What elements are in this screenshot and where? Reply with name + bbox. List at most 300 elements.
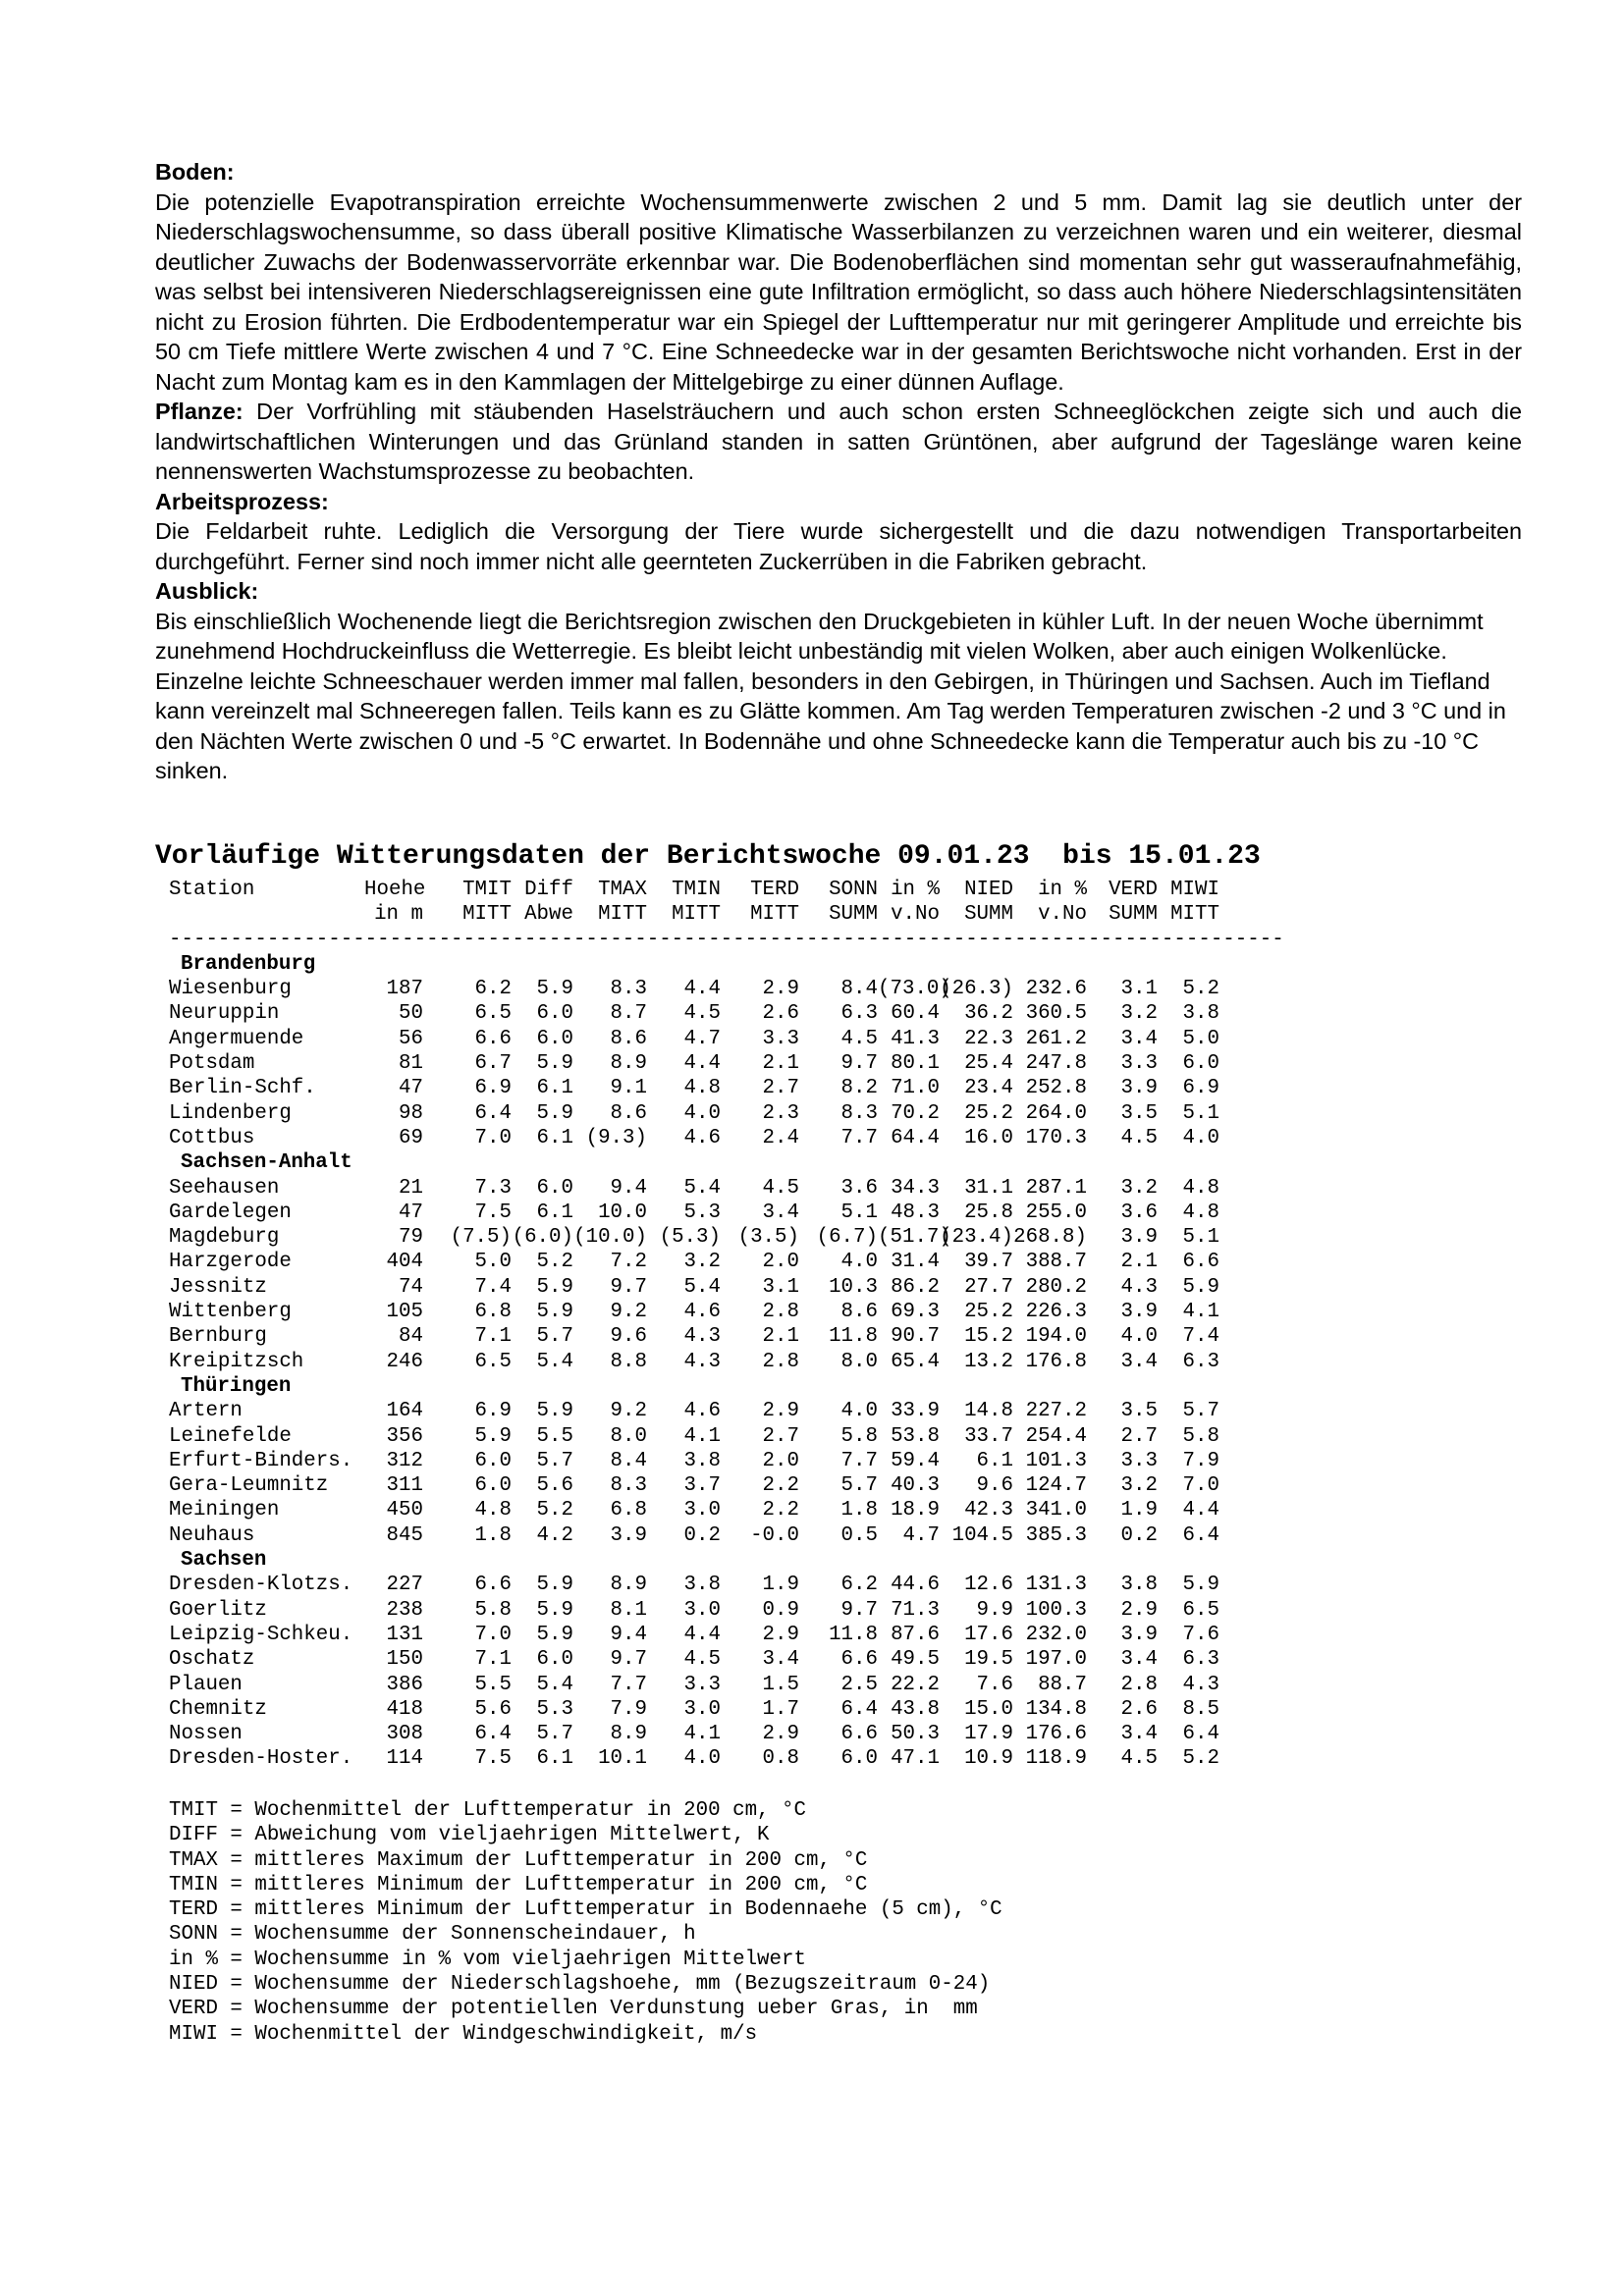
cell-nied: 25.2 bbox=[964, 1301, 1013, 1324]
cell-sonn: (6.7) bbox=[816, 1226, 878, 1250]
cell-verd: 2.7 bbox=[1120, 1424, 1158, 1448]
cell-sonn: 7.7 bbox=[840, 1126, 878, 1149]
cell-elevation: 84 bbox=[399, 1325, 423, 1349]
cell-verd: 1.9 bbox=[1120, 1499, 1158, 1522]
cell-tmax: 8.8 bbox=[610, 1350, 647, 1373]
cell-miwi: 3.8 bbox=[1182, 1002, 1219, 1026]
cell-miwi: 7.6 bbox=[1182, 1623, 1219, 1646]
cell-tmax: 3.9 bbox=[610, 1523, 647, 1547]
cell-tmin: 3.8 bbox=[683, 1449, 721, 1472]
cell-tmax: 9.1 bbox=[610, 1077, 647, 1100]
section-text-arbeitsprozess: Die Feldarbeit ruhte. Lediglich die Versorgung der Tiere wurde sichergestellt und die dazu notwendigen Transportarbeiten durchgeführt. Ferner sind noch immer nicht alle geernteten Zuckerrüben in die Fabriken gebracht. bbox=[155, 518, 1522, 574]
cell-tmax: 7.9 bbox=[610, 1697, 647, 1721]
table-row bbox=[169, 1573, 1284, 1597]
cell-tmit: 6.5 bbox=[474, 1002, 512, 1026]
cell-tmax: 8.6 bbox=[610, 1027, 647, 1050]
cell-tmin: 4.6 bbox=[683, 1400, 721, 1423]
report-text bbox=[155, 157, 1522, 786]
cell-sonn-pct: 70.2 bbox=[891, 1101, 940, 1125]
cell-station: Seehausen bbox=[169, 1176, 280, 1200]
cell-sonn: 7.7 bbox=[840, 1449, 878, 1472]
cell-tmit: 6.8 bbox=[474, 1301, 512, 1324]
cell-sonn: 8.3 bbox=[840, 1101, 878, 1125]
cell-miwi: 4.8 bbox=[1182, 1201, 1219, 1224]
cell-nied: (26.3) bbox=[940, 978, 1013, 1001]
cell-tmit: 7.4 bbox=[474, 1275, 512, 1299]
cell-nied: 39.7 bbox=[964, 1251, 1013, 1274]
cell-tmin: 4.0 bbox=[683, 1747, 721, 1771]
cell-verd: 3.5 bbox=[1120, 1400, 1158, 1423]
cell-verd: 3.2 bbox=[1120, 1474, 1158, 1498]
cell-tmit: 7.1 bbox=[474, 1325, 512, 1349]
cell-terd: 2.9 bbox=[762, 1723, 799, 1746]
cell-nied: 14.8 bbox=[964, 1400, 1013, 1423]
cell-tmit: 6.2 bbox=[474, 978, 512, 1001]
cell-elevation: Hoehe bbox=[364, 879, 426, 901]
cell-nied-pct: 194.0 bbox=[1025, 1325, 1087, 1349]
cell-tmit: 5.0 bbox=[474, 1251, 512, 1274]
cell-station bbox=[169, 902, 364, 927]
legend-line: NIED = Wochensumme der Niederschlagshoehe, mm (Bezugszeitraum 0-24) bbox=[169, 1973, 991, 1997]
cell-elevation: 105 bbox=[386, 1301, 423, 1324]
section-heading-boden: Boden: bbox=[155, 159, 235, 185]
table-group-heading: Brandenburg bbox=[181, 952, 316, 976]
cell-sonn: 2.5 bbox=[840, 1673, 878, 1696]
cell-diff: 6.1 bbox=[536, 1747, 573, 1771]
cell-sonn: SUMM bbox=[829, 903, 878, 927]
cell-elevation: 56 bbox=[399, 1027, 423, 1050]
cell-terd: 2.2 bbox=[762, 1499, 799, 1522]
cell-elevation: 238 bbox=[386, 1598, 423, 1622]
cell-tmax: 8.9 bbox=[610, 1574, 647, 1597]
table-row bbox=[169, 1598, 1284, 1623]
cell-nied-pct: 341.0 bbox=[1025, 1499, 1087, 1522]
table-group-heading: Sachsen-Anhalt bbox=[181, 1151, 352, 1175]
cell-sonn: 8.4 bbox=[840, 978, 878, 1001]
cell-sonn-pct: in % bbox=[891, 879, 940, 901]
cell-sonn-pct: 40.3 bbox=[891, 1474, 940, 1498]
cell-tmax: 9.4 bbox=[610, 1623, 647, 1646]
cell-sonn: 5.8 bbox=[840, 1424, 878, 1448]
cell-elevation: in m bbox=[374, 903, 423, 927]
cell-elevation: 187 bbox=[386, 978, 423, 1001]
cell-tmin: 4.0 bbox=[683, 1101, 721, 1125]
section-pflanze bbox=[155, 397, 1522, 487]
cell-terd: TERD bbox=[750, 879, 799, 901]
cell-tmax: 8.3 bbox=[610, 978, 647, 1001]
cell-tmit: 7.3 bbox=[474, 1176, 512, 1200]
cell-station: Neuhaus bbox=[169, 1523, 255, 1547]
cell-sonn: 5.7 bbox=[840, 1474, 878, 1498]
cell-verd: 2.9 bbox=[1120, 1598, 1158, 1622]
cell-tmax: 10.0 bbox=[598, 1201, 647, 1224]
cell-station: Harzgerode bbox=[169, 1251, 292, 1274]
cell-nied-pct: v.No bbox=[1038, 903, 1087, 927]
cell-sonn-pct: 41.3 bbox=[891, 1027, 940, 1050]
cell-elevation: 47 bbox=[399, 1077, 423, 1100]
legend-line: DIFF = Abweichung vom vieljaehrigen Mittelwert, K bbox=[169, 1824, 770, 1847]
cell-nied-pct: 252.8 bbox=[1025, 1077, 1087, 1100]
cell-tmin: 4.7 bbox=[683, 1027, 721, 1050]
table-row bbox=[169, 1350, 1284, 1374]
cell-diff: 5.3 bbox=[536, 1697, 573, 1721]
cell-diff: 6.1 bbox=[536, 1201, 573, 1224]
cell-verd: 3.3 bbox=[1120, 1449, 1158, 1472]
cell-sonn-pct: 69.3 bbox=[891, 1301, 940, 1324]
cell-verd: 4.0 bbox=[1120, 1325, 1158, 1349]
cell-nied: 25.8 bbox=[964, 1201, 1013, 1224]
cell-tmax: 8.9 bbox=[610, 1052, 647, 1076]
cell-tmax: 9.7 bbox=[610, 1275, 647, 1299]
cell-tmin: (5.3) bbox=[659, 1226, 721, 1250]
cell-elevation: 98 bbox=[399, 1101, 423, 1125]
cell-tmin: 3.0 bbox=[683, 1499, 721, 1522]
cell-tmin: 4.8 bbox=[683, 1077, 721, 1100]
cell-station: Chemnitz bbox=[169, 1697, 267, 1721]
cell-terd: 2.3 bbox=[762, 1101, 799, 1125]
cell-tmin: 4.5 bbox=[683, 1002, 721, 1026]
table-row bbox=[169, 1027, 1284, 1051]
cell-sonn: 4.0 bbox=[840, 1400, 878, 1423]
cell-diff: 6.1 bbox=[536, 1126, 573, 1149]
cell-diff: 5.6 bbox=[536, 1474, 573, 1498]
cell-terd: -0.0 bbox=[750, 1523, 799, 1547]
cell-nied: 15.2 bbox=[964, 1325, 1013, 1349]
cell-tmin: 3.0 bbox=[683, 1598, 721, 1622]
cell-miwi: 4.4 bbox=[1182, 1499, 1219, 1522]
cell-miwi: 5.7 bbox=[1182, 1400, 1219, 1423]
cell-verd: 2.1 bbox=[1120, 1251, 1158, 1274]
table-row bbox=[169, 1473, 1284, 1498]
weather-table-legend bbox=[169, 1798, 1002, 2047]
cell-diff: (6.0) bbox=[512, 1226, 573, 1250]
cell-verd: 3.5 bbox=[1120, 1101, 1158, 1125]
cell-tmax: 9.4 bbox=[610, 1176, 647, 1200]
cell-station: Bernburg bbox=[169, 1325, 267, 1349]
cell-verd: 2.6 bbox=[1120, 1697, 1158, 1721]
cell-elevation: 81 bbox=[399, 1052, 423, 1076]
cell-nied: 16.0 bbox=[964, 1126, 1013, 1149]
cell-tmax: 9.7 bbox=[610, 1648, 647, 1672]
cell-miwi: 5.1 bbox=[1182, 1101, 1219, 1125]
table-row bbox=[169, 1051, 1284, 1076]
cell-nied-pct: 176.6 bbox=[1025, 1723, 1087, 1746]
cell-terd: 1.5 bbox=[762, 1673, 799, 1696]
cell-elevation: 356 bbox=[386, 1424, 423, 1448]
cell-tmit: 5.9 bbox=[474, 1424, 512, 1448]
cell-sonn: 9.7 bbox=[840, 1598, 878, 1622]
cell-verd: 3.9 bbox=[1120, 1301, 1158, 1324]
cell-diff: 6.1 bbox=[536, 1077, 573, 1100]
cell-nied-pct: 176.8 bbox=[1025, 1350, 1087, 1373]
cell-nied: 31.1 bbox=[964, 1176, 1013, 1200]
cell-elevation: 227 bbox=[386, 1574, 423, 1597]
cell-terd: 3.1 bbox=[762, 1275, 799, 1299]
cell-tmit: 6.9 bbox=[474, 1400, 512, 1423]
cell-tmit: 6.0 bbox=[474, 1474, 512, 1498]
cell-tmit: 6.4 bbox=[474, 1723, 512, 1746]
cell-nied-pct: 118.9 bbox=[1025, 1747, 1087, 1771]
cell-sonn-pct: 53.8 bbox=[891, 1424, 940, 1448]
table-row bbox=[169, 1673, 1284, 1697]
table-row bbox=[169, 1697, 1284, 1722]
cell-tmax: 8.9 bbox=[610, 1723, 647, 1746]
cell-station: Dresden-Klotzs. bbox=[169, 1574, 353, 1597]
table-row bbox=[169, 977, 1284, 1001]
cell-diff: 5.9 bbox=[536, 1400, 573, 1423]
cell-sonn: 11.8 bbox=[829, 1325, 878, 1349]
cell-tmit: 6.5 bbox=[474, 1350, 512, 1373]
cell-sonn-pct: 60.4 bbox=[891, 1002, 940, 1026]
cell-nied-pct: 385.3 bbox=[1025, 1523, 1087, 1547]
cell-sonn-pct: 48.3 bbox=[891, 1201, 940, 1224]
cell-miwi: 7.4 bbox=[1182, 1325, 1219, 1349]
table-row bbox=[169, 1300, 1284, 1324]
cell-diff: 6.0 bbox=[536, 1027, 573, 1050]
legend-line: TERD = mittleres Minimum der Lufttemperatur in Bodennaehe (5 cm), °C bbox=[169, 1898, 1002, 1922]
cell-tmax: 8.4 bbox=[610, 1449, 647, 1472]
cell-diff: 5.9 bbox=[536, 1574, 573, 1597]
cell-nied-pct: 226.3 bbox=[1025, 1301, 1087, 1324]
cell-terd: 2.9 bbox=[762, 1623, 799, 1646]
legend-line: VERD = Wochensumme der potentiellen Verdunstung ueber Gras, in mm bbox=[169, 1998, 978, 2021]
cell-nied: (23.4) bbox=[940, 1226, 1013, 1250]
cell-terd: 4.5 bbox=[762, 1176, 799, 1200]
cell-verd: 3.3 bbox=[1120, 1052, 1158, 1076]
legend-line: MIWI = Wochenmittel der Windgeschwindigkeit, m/s bbox=[169, 2022, 758, 2046]
cell-terd: 2.9 bbox=[762, 978, 799, 1001]
cell-terd: 3.3 bbox=[762, 1027, 799, 1050]
cell-sonn: 5.1 bbox=[840, 1201, 878, 1224]
cell-nied-pct: 360.5 bbox=[1025, 1002, 1087, 1026]
cell-diff: 5.7 bbox=[536, 1449, 573, 1472]
cell-station: Gera-Leumnitz bbox=[169, 1474, 329, 1498]
cell-sonn: 8.2 bbox=[840, 1077, 878, 1100]
table-row bbox=[169, 1498, 1284, 1522]
cell-tmit: 4.8 bbox=[474, 1499, 512, 1522]
cell-nied: 36.2 bbox=[964, 1002, 1013, 1026]
cell-elevation: 47 bbox=[399, 1201, 423, 1224]
cell-miwi: 6.5 bbox=[1182, 1598, 1219, 1622]
cell-tmit: 6.4 bbox=[474, 1101, 512, 1125]
cell-sonn-pct: 33.9 bbox=[891, 1400, 940, 1423]
cell-terd: 2.4 bbox=[762, 1126, 799, 1149]
cell-sonn-pct: 31.4 bbox=[891, 1251, 940, 1274]
cell-nied-pct: 232.6 bbox=[1025, 978, 1087, 1001]
cell-miwi: 6.4 bbox=[1182, 1523, 1219, 1547]
cell-tmax: (9.3) bbox=[585, 1126, 647, 1149]
cell-verd: 0.2 bbox=[1120, 1523, 1158, 1547]
table-separator: ------------------------------------------------------------------------------------------- bbox=[169, 928, 1284, 951]
cell-terd: 0.8 bbox=[762, 1747, 799, 1771]
cell-miwi: 4.0 bbox=[1182, 1126, 1219, 1149]
cell-tmax: 9.2 bbox=[610, 1400, 647, 1423]
cell-sonn: 8.0 bbox=[840, 1350, 878, 1373]
cell-sonn: 10.3 bbox=[829, 1275, 878, 1299]
cell-station: Station bbox=[169, 879, 255, 901]
cell-nied-pct: 124.7 bbox=[1025, 1474, 1087, 1498]
cell-terd: 2.8 bbox=[762, 1350, 799, 1373]
cell-verd: 3.6 bbox=[1120, 1201, 1158, 1224]
table-row bbox=[169, 1424, 1284, 1449]
table-row bbox=[169, 1647, 1284, 1672]
cell-sonn-pct: 49.5 bbox=[891, 1648, 940, 1672]
cell-nied: 19.5 bbox=[964, 1648, 1013, 1672]
cell-sonn-pct: 18.9 bbox=[891, 1499, 940, 1522]
cell-nied: 9.9 bbox=[976, 1598, 1013, 1622]
section-heading-ausblick: Ausblick: bbox=[155, 578, 259, 604]
cell-tmit: 6.6 bbox=[474, 1574, 512, 1597]
cell-tmit: MITT bbox=[462, 903, 512, 927]
cell-nied: 13.2 bbox=[964, 1350, 1013, 1373]
cell-miwi: 6.3 bbox=[1182, 1350, 1219, 1373]
section-text-pflanze: Der Vorfrühling mit stäubenden Haselsträuchern und auch schon ersten Schneeglöckchen zeigte sich und auch die landwirtschaftlichen Winterungen und das Grünland standen in satten Grüntönen, aber aufgrund der Tageslänge waren keine nennenswerten Wachstumsprozesse zu beobachten. bbox=[155, 399, 1522, 484]
cell-sonn-pct: 47.1 bbox=[891, 1747, 940, 1771]
cell-sonn: 6.6 bbox=[840, 1723, 878, 1746]
table-row bbox=[169, 1623, 1284, 1647]
cell-tmax: 8.3 bbox=[610, 1474, 647, 1498]
cell-station: Jessnitz bbox=[169, 1275, 267, 1299]
cell-tmin: 4.4 bbox=[683, 1623, 721, 1646]
cell-nied: 104.5 bbox=[951, 1523, 1013, 1547]
cell-elevation: 114 bbox=[386, 1747, 423, 1771]
legend-line: TMAX = mittleres Maximum der Lufttemperatur in 200 cm, °C bbox=[169, 1848, 868, 1872]
cell-terd: (3.5) bbox=[737, 1226, 799, 1250]
cell-elevation: 311 bbox=[386, 1474, 423, 1498]
cell-miwi: 6.4 bbox=[1182, 1723, 1219, 1746]
cell-terd: 2.2 bbox=[762, 1474, 799, 1498]
cell-nied-pct: 254.4 bbox=[1025, 1424, 1087, 1448]
cell-tmin: 4.4 bbox=[683, 1052, 721, 1076]
cell-diff: 5.9 bbox=[536, 1101, 573, 1125]
legend-line: SONN = Wochensumme der Sonnenscheindauer, h bbox=[169, 1923, 696, 1947]
table-row bbox=[169, 1324, 1284, 1349]
cell-miwi: 6.6 bbox=[1182, 1251, 1219, 1274]
cell-elevation: 404 bbox=[386, 1251, 423, 1274]
cell-nied-pct: 232.0 bbox=[1025, 1623, 1087, 1646]
cell-station: Gardelegen bbox=[169, 1201, 292, 1224]
cell-station: Kreipitzsch bbox=[169, 1350, 304, 1373]
cell-tmit: 7.5 bbox=[474, 1747, 512, 1771]
cell-sonn: SONN bbox=[829, 879, 878, 901]
cell-tmin: TMIN bbox=[672, 879, 721, 901]
cell-station: Berlin-Schf. bbox=[169, 1077, 316, 1100]
cell-diff: 5.2 bbox=[536, 1251, 573, 1274]
cell-nied-pct: 197.0 bbox=[1025, 1648, 1087, 1672]
cell-sonn-pct: v.No bbox=[891, 903, 940, 927]
table-row bbox=[169, 1101, 1284, 1126]
cell-station: Magdeburg bbox=[169, 1226, 280, 1250]
cell-station: Neuruppin bbox=[169, 1002, 280, 1026]
cell-tmit: 5.8 bbox=[474, 1598, 512, 1622]
legend-line: TMIT = Wochenmittel der Lufttemperatur in 200 cm, °C bbox=[169, 1799, 806, 1822]
cell-nied-pct: 268.8) bbox=[1013, 1226, 1087, 1250]
cell-elevation: 74 bbox=[399, 1275, 423, 1299]
cell-diff: 6.0 bbox=[536, 1002, 573, 1026]
table-header-row bbox=[169, 878, 1284, 902]
table-group-heading: Thüringen bbox=[181, 1374, 292, 1398]
cell-tmit: 1.8 bbox=[474, 1523, 512, 1547]
cell-terd: 1.7 bbox=[762, 1697, 799, 1721]
cell-verd: 3.4 bbox=[1120, 1027, 1158, 1050]
cell-station: Potsdam bbox=[169, 1052, 255, 1076]
cell-tmin: 4.3 bbox=[683, 1350, 721, 1373]
cell-tmin: 4.6 bbox=[683, 1126, 721, 1149]
cell-nied: 6.1 bbox=[976, 1449, 1013, 1472]
table-row bbox=[169, 1001, 1284, 1026]
cell-miwi: 5.9 bbox=[1182, 1275, 1219, 1299]
cell-nied: 12.6 bbox=[964, 1574, 1013, 1597]
cell-sonn: 8.6 bbox=[840, 1301, 878, 1324]
cell-tmin: 3.3 bbox=[683, 1673, 721, 1696]
cell-nied: 7.6 bbox=[976, 1673, 1013, 1696]
cell-terd: 3.4 bbox=[762, 1201, 799, 1224]
cell-terd: 2.6 bbox=[762, 1002, 799, 1026]
cell-diff: 5.2 bbox=[536, 1499, 573, 1522]
table-row bbox=[169, 1275, 1284, 1300]
table-row bbox=[169, 1250, 1284, 1274]
cell-nied: 22.3 bbox=[964, 1027, 1013, 1050]
cell-tmin: 4.3 bbox=[683, 1325, 721, 1349]
cell-station: Meiningen bbox=[169, 1499, 280, 1522]
cell-station: Wittenberg bbox=[169, 1301, 292, 1324]
cell-sonn-pct: 90.7 bbox=[891, 1325, 940, 1349]
weather-table-title: Vorläufige Witterungsdaten der Berichtswoche 09.01.23 bis 15.01.23 bbox=[155, 841, 1261, 872]
cell-tmin: MITT bbox=[672, 903, 721, 927]
cell-terd: 2.9 bbox=[762, 1400, 799, 1423]
cell-verd: 3.4 bbox=[1120, 1723, 1158, 1746]
cell-diff: 5.5 bbox=[536, 1424, 573, 1448]
cell-sonn-pct: (73.0) bbox=[878, 978, 951, 1001]
cell-station: Dresden-Hoster. bbox=[169, 1747, 353, 1771]
cell-miwi: 6.9 bbox=[1182, 1077, 1219, 1100]
cell-station: Wiesenburg bbox=[169, 978, 292, 1001]
cell-elevation: 845 bbox=[386, 1523, 423, 1547]
cell-diff: 5.7 bbox=[536, 1325, 573, 1349]
cell-tmit: (7.5) bbox=[450, 1226, 512, 1250]
cell-diff: 5.9 bbox=[536, 1301, 573, 1324]
cell-terd: 2.0 bbox=[762, 1449, 799, 1472]
cell-terd: 2.1 bbox=[762, 1052, 799, 1076]
cell-sonn: 6.4 bbox=[840, 1697, 878, 1721]
table-row bbox=[169, 1126, 1284, 1150]
cell-tmin: 4.1 bbox=[683, 1723, 721, 1746]
cell-miwi: 4.3 bbox=[1182, 1673, 1219, 1696]
cell-sonn: 9.7 bbox=[840, 1052, 878, 1076]
cell-terd: 2.1 bbox=[762, 1325, 799, 1349]
cell-tmin: 0.2 bbox=[683, 1523, 721, 1547]
cell-sonn-pct: 43.8 bbox=[891, 1697, 940, 1721]
cell-nied-pct: 261.2 bbox=[1025, 1027, 1087, 1050]
cell-tmit: 6.7 bbox=[474, 1052, 512, 1076]
cell-nied-pct: 255.0 bbox=[1025, 1201, 1087, 1224]
cell-nied: 33.7 bbox=[964, 1424, 1013, 1448]
cell-verd: 3.8 bbox=[1120, 1574, 1158, 1597]
cell-sonn: 6.0 bbox=[840, 1747, 878, 1771]
cell-tmax: 8.7 bbox=[610, 1002, 647, 1026]
cell-verd: SUMM bbox=[1109, 903, 1158, 927]
cell-miwi: 4.1 bbox=[1182, 1301, 1219, 1324]
cell-diff: 5.4 bbox=[536, 1673, 573, 1696]
cell-station: Leipzig-Schkeu. bbox=[169, 1623, 353, 1646]
table-row bbox=[169, 1176, 1284, 1201]
section-text-ausblick: Bis einschließlich Wochenende liegt die Berichtsregion zwischen den Druckgebieten in kühler Luft. In der neuen Woche übernimmt zunehmend Hochdruckeinfluss die Wetterregie. Es bleibt leicht unbeständig mit vielen Wolken, aber auch einigen Wolkenlücke. Einzelne leichte Schneeschauer werden immer mal fallen, besonders in den Gebirgen, in Thüringen und Sachsen. Auch im Tiefland kann vereinzelt mal Schneeregen fallen. Teils kann es zu Glätte kommen. Am Tag werden Temperaturen zwischen -2 und 3 °C und in den Nächten Werte zwischen 0 und -5 °C erwartet. In Bodennähe und ohne Schneedecke kann die Temperatur auch bis zu -10 °C sinken. bbox=[155, 608, 1506, 783]
cell-miwi: 7.9 bbox=[1182, 1449, 1219, 1472]
cell-tmin: 4.1 bbox=[683, 1424, 721, 1448]
cell-tmax: 10.1 bbox=[598, 1747, 647, 1771]
cell-terd: 2.8 bbox=[762, 1301, 799, 1324]
cell-nied: 17.9 bbox=[964, 1723, 1013, 1746]
